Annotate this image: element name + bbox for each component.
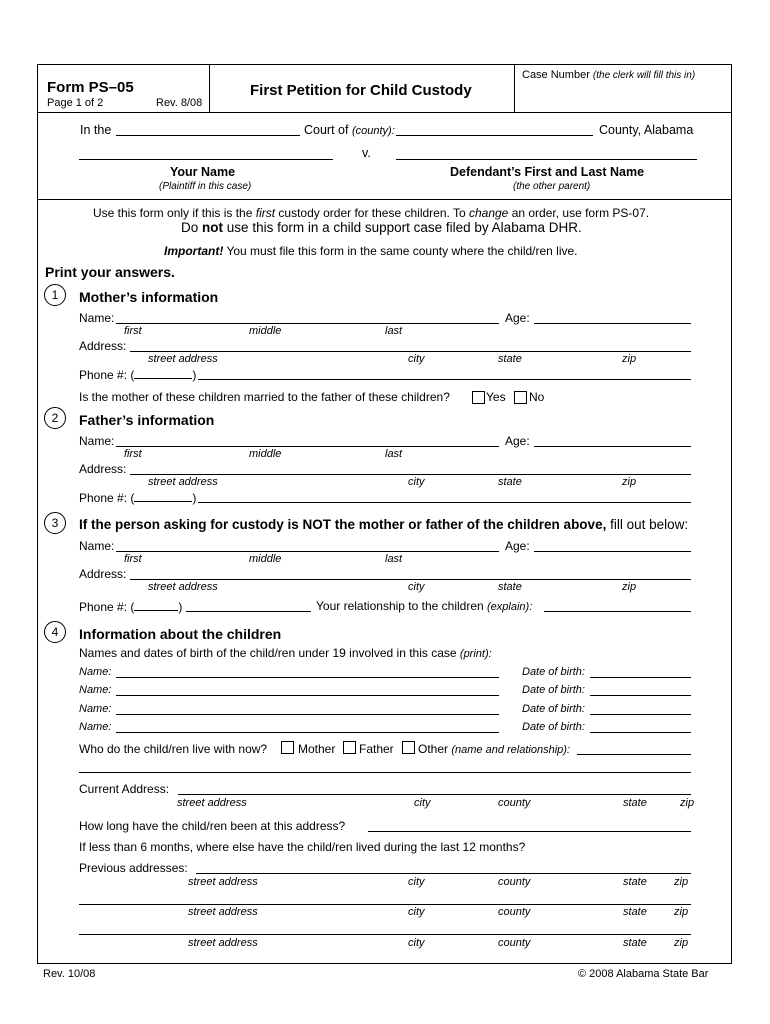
intro-line-3: Important! You must file this form in the same county where the child/ren live. — [164, 244, 578, 258]
prev3-county-hint: county — [498, 937, 531, 949]
other-address-label: Address: — [79, 567, 127, 581]
mother-first-hint: first — [124, 325, 142, 337]
your-name-label: Your Name — [170, 165, 236, 179]
header-divider-1 — [209, 64, 210, 112]
prev1-county-hint: county — [498, 876, 531, 888]
other-age-field[interactable] — [534, 551, 691, 552]
prev2-county-hint: county — [498, 906, 531, 918]
married-question: Is the mother of these children married to the father of these children? — [79, 390, 450, 404]
intro-line-1: Use this form only if this is the first custody order for these children. To change an order, use form PS-07. — [93, 206, 650, 220]
header-divider-2 — [514, 64, 515, 112]
live-with-father-label: Father — [359, 742, 394, 756]
father-first-hint: first — [124, 448, 142, 460]
child-2-name-label: Name: — [79, 684, 112, 696]
prev1-city-hint: city — [408, 876, 425, 888]
current-county-hint: county — [498, 797, 531, 809]
caption-bottom-rule — [37, 199, 731, 200]
footer-copyright: © 2008 Alabama State Bar — [578, 968, 709, 980]
other-parent-note: (the other parent) — [513, 181, 591, 192]
father-address-label: Address: — [79, 462, 127, 476]
print-answers-heading: Print your answers. — [45, 264, 175, 280]
section-1-title: Mother’s information — [79, 289, 219, 305]
section-4-number: 4 — [44, 621, 66, 643]
live-with-father-checkbox[interactable] — [343, 741, 356, 754]
county-alabama-label: County, Alabama — [599, 123, 694, 137]
other-phone-field[interactable] — [186, 611, 311, 612]
prev1-zip-hint: zip — [674, 876, 689, 888]
mother-address-field[interactable] — [130, 351, 691, 352]
intro-line-2: Do not use this form in a child support case filed by Alabama DHR. — [181, 220, 582, 235]
less-than-6-question: If less than 6 months, where else have the child/ren lived during the last 12 months? — [79, 840, 526, 854]
versus-label: v. — [362, 146, 371, 160]
child-4-dob-field[interactable] — [590, 732, 691, 733]
defendant-name-field[interactable] — [396, 159, 697, 160]
mother-state-hint: state — [498, 353, 522, 365]
prev2-zip-hint: zip — [674, 906, 689, 918]
mother-phone-field[interactable] — [198, 379, 691, 380]
defendant-name-label: Defendant’s First and Last Name — [450, 165, 645, 179]
how-long-question: How long have the child/ren been at this address? — [79, 819, 346, 833]
header-revision: Rev. 8/08 — [156, 97, 203, 109]
child-3-name-label: Name: — [79, 703, 112, 715]
plaintiff-note: (Plaintiff in this case) — [159, 181, 252, 192]
other-city-hint: city — [408, 581, 425, 593]
page-indicator: Page 1 of 2 — [47, 97, 104, 109]
married-yes-checkbox[interactable] — [472, 391, 485, 404]
father-address-field[interactable] — [130, 474, 691, 475]
mother-city-hint: city — [408, 353, 425, 365]
live-with-other-checkbox[interactable] — [402, 741, 415, 754]
father-city-hint: city — [408, 476, 425, 488]
other-last-hint: last — [385, 553, 403, 565]
mother-last-hint: last — [385, 325, 403, 337]
other-first-hint: first — [124, 553, 142, 565]
children-names-instruction: Names and dates of birth of the child/ren under 19 involved in this case (print): — [79, 646, 492, 660]
child-3-dob-label: Date of birth: — [522, 703, 585, 715]
prev1-street-hint: street address — [188, 876, 258, 888]
other-age-label: Age: — [505, 539, 530, 553]
mother-zip-hint: zip — [622, 353, 637, 365]
child-4-dob-label: Date of birth: — [522, 721, 585, 733]
court-of-text: Court of — [304, 123, 349, 137]
previous-address-3-field[interactable] — [79, 934, 691, 935]
prev2-city-hint: city — [408, 906, 425, 918]
header-bottom-rule — [37, 112, 514, 113]
relationship-label: Your relationship to the children (explain): — [316, 599, 533, 613]
current-address-label: Current Address: — [79, 782, 170, 796]
previous-address-1-field[interactable] — [196, 873, 691, 874]
other-name-label: Name: — [79, 539, 115, 553]
mother-street-hint: street address — [148, 353, 218, 365]
child-2-dob-field[interactable] — [590, 695, 691, 696]
section-3-title: If the person asking for custody is NOT the mother or father of the children above, fill out below: — [79, 517, 689, 532]
section-2-title: Father’s information — [79, 412, 215, 428]
previous-address-2-field[interactable] — [79, 904, 691, 905]
case-number-label: Case Number — [522, 69, 590, 81]
prev3-zip-hint: zip — [674, 937, 689, 949]
child-1-name-label: Name: — [79, 666, 112, 678]
prev3-street-hint: street address — [188, 937, 258, 949]
father-street-hint: street address — [148, 476, 218, 488]
previous-addresses-label: Previous addresses: — [79, 861, 188, 875]
child-4-name-label: Name: — [79, 721, 112, 733]
how-long-field[interactable] — [368, 831, 691, 832]
section-1-number: 1 — [44, 284, 66, 306]
footer-revision: Rev. 10/08 — [43, 968, 96, 980]
in-the-label: In the — [80, 123, 112, 137]
mother-name-field[interactable] — [116, 323, 499, 324]
case-number-bottom-rule — [514, 112, 731, 113]
mother-middle-hint: middle — [249, 325, 282, 337]
prev3-state-hint: state — [623, 937, 647, 949]
case-number-box[interactable] — [522, 69, 695, 81]
county-paren: (county): — [351, 125, 395, 137]
live-with-other-field[interactable] — [577, 754, 691, 755]
child-1-dob-label: Date of birth: — [522, 666, 585, 678]
father-age-label: Age: — [505, 434, 530, 448]
father-phone-label: Phone #: ( ) — [79, 491, 197, 505]
other-zip-hint: zip — [622, 581, 637, 593]
prev2-state-hint: state — [623, 906, 647, 918]
other-name-field[interactable] — [116, 551, 499, 552]
father-middle-hint: middle — [249, 448, 282, 460]
child-3-name-field[interactable] — [116, 714, 499, 715]
form-id: Form PS–05 — [47, 79, 134, 96]
married-no-checkbox[interactable] — [514, 391, 527, 404]
married-no-label: No — [529, 390, 545, 404]
other-middle-hint: middle — [249, 553, 282, 565]
relationship-field[interactable] — [544, 611, 691, 612]
prev3-city-hint: city — [408, 937, 425, 949]
county-field[interactable] — [396, 135, 593, 136]
father-zip-hint: zip — [622, 476, 637, 488]
father-last-hint: last — [385, 448, 403, 460]
live-with-other-label: Other (name and relationship): — [418, 742, 570, 756]
prev2-street-hint: street address — [188, 906, 258, 918]
live-with-mother-label: Mother — [298, 742, 336, 756]
live-with-mother-checkbox[interactable] — [281, 741, 294, 754]
child-3-dob-field[interactable] — [590, 714, 691, 715]
current-address-field[interactable] — [178, 794, 691, 795]
case-number-note: (the clerk will fill this in) — [592, 70, 696, 81]
mother-phone-label: Phone #: ( ) — [79, 368, 197, 382]
section-3-number: 3 — [44, 512, 66, 534]
court-of-label — [304, 123, 395, 137]
father-name-label: Name: — [79, 434, 115, 448]
mother-age-label: Age: — [505, 311, 530, 325]
prev1-state-hint: state — [623, 876, 647, 888]
child-1-name-field[interactable] — [116, 677, 499, 678]
mother-name-label: Name: — [79, 311, 115, 325]
court-type-field[interactable] — [116, 135, 300, 136]
current-street-hint: street address — [177, 797, 247, 809]
current-state-hint: state — [623, 797, 647, 809]
live-with-other-field-2[interactable] — [79, 772, 691, 773]
child-2-name-field[interactable] — [116, 695, 499, 696]
mother-age-field[interactable] — [534, 323, 691, 324]
section-4-title: Information about the children — [79, 626, 282, 642]
section-2-number: 2 — [44, 407, 66, 429]
current-city-hint: city — [414, 797, 431, 809]
child-4-name-field[interactable] — [116, 732, 499, 733]
other-phone-label: Phone #: ( ) — [79, 600, 183, 614]
father-name-field[interactable] — [116, 446, 499, 447]
current-zip-hint: zip — [680, 797, 695, 809]
mother-address-label: Address: — [79, 339, 127, 353]
child-2-dob-label: Date of birth: — [522, 684, 585, 696]
other-address-field[interactable] — [130, 579, 691, 580]
father-age-field[interactable] — [534, 446, 691, 447]
married-yes-label: Yes — [486, 390, 506, 404]
other-state-hint: state — [498, 581, 522, 593]
other-street-hint: street address — [148, 581, 218, 593]
plaintiff-name-field[interactable] — [79, 159, 333, 160]
father-phone-field[interactable] — [198, 502, 691, 503]
live-with-question: Who do the child/ren live with now? — [79, 742, 268, 756]
form-title: First Petition for Child Custody — [250, 82, 472, 99]
father-state-hint: state — [498, 476, 522, 488]
child-1-dob-field[interactable] — [590, 677, 691, 678]
